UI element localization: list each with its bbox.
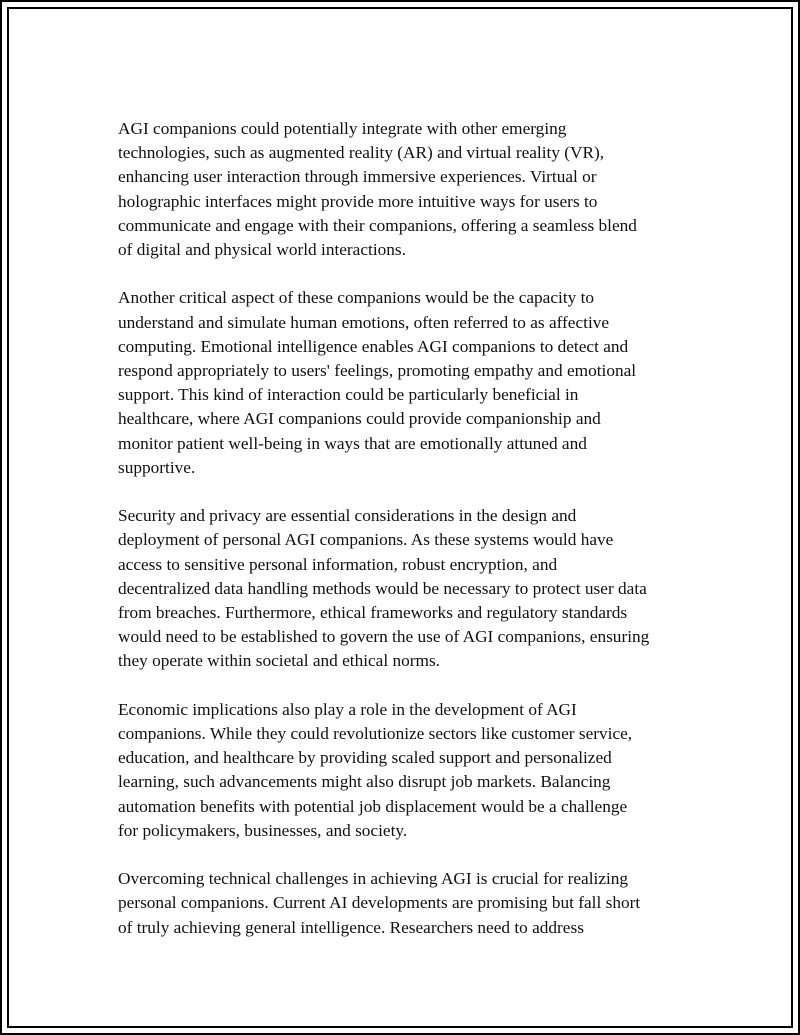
paragraph-affective-computing: Another critical aspect of these companions would be the capacity to understand and simulate human emotions, often referred to as affective computing. Emotional intelligence enables AGI companions to detect and respond appropriately to users' feelings, promoting empathy and emotional support. This kind of interaction could be particularly beneficial in healthcare, where AGI companions could provide companionship and monitor patient well-being in ways that are emotionally attuned and supportive. [118,288,637,477]
paragraph-ar-vr-integration: AGI companions could potentially integrate with other emerging technologies, such as augmented reality (AR) and virtual reality (VR), enhancing user interaction through immersive experiences. Virtual or holographic interfaces might provide more intuitive ways for users to communicate and engage with their companions, offering a seamless blend of digital and physical world interactions. [118,119,637,260]
paragraph-security-privacy: Security and privacy are essential considerations in the design and deployment of personal AGI companions. As these systems would have access to sensitive personal information, robust encryption, and decentralized data handling methods would be necessary to protect user data from breaches. Furthermore, ethical frameworks and regulatory standards would need to be established to govern the use of AGI companions, ensuring they operate within societal and ethical norms. [118,506,650,671]
document-body [118,117,698,964]
paragraph-technical-challenges: Overcoming technical challenges in achieving AGI is crucial for realizing personal companions. Current AI developments are promising but fall short of truly achieving general intelligence. Researchers need to address [118,869,641,937]
paragraph-economic-implications: Economic implications also play a role in the development of AGI companions. While they could revolutionize sectors like customer service, education, and healthcare by providing scaled support and personalized learning, such advancements might also disrupt job markets. Balancing automation benefits with potential job displacement would be a challenge for policymakers, businesses, and society. [118,699,633,840]
